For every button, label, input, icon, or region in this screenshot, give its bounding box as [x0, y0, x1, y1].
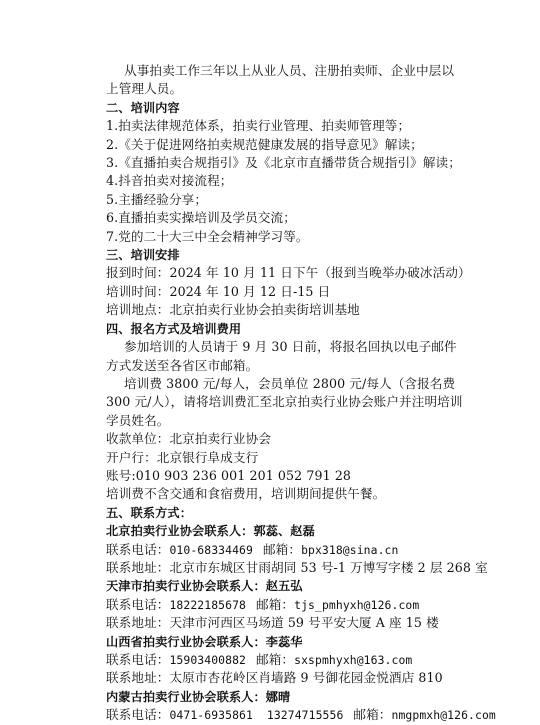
- email-label: 邮箱：: [256, 596, 295, 612]
- section-heading-training-content: 二、培训内容: [106, 100, 180, 115]
- phone-label: 联系电话：: [106, 707, 170, 723]
- email-link[interactable]: tjs_pmhyxh@126.com: [294, 597, 420, 612]
- report-time: 报到时间：2024 年 10 月 11 日下午（报到当晚举办破冰活动）: [106, 265, 471, 281]
- contact-line: [106, 706, 496, 724]
- list-item: 3.《直播拍卖合规指引》及《北京市直播带货合规指引》解读；: [106, 155, 461, 171]
- contact-address: 联系地址：北京市东城区甘雨胡同 53 号-1 万博写字楼 2 层 268 室: [106, 559, 488, 575]
- list-item: 5.主播经验分享；: [106, 191, 208, 207]
- phone-label: 联系电话：: [106, 541, 170, 557]
- payee: 收款单位：北京拍卖行业协会: [106, 431, 272, 447]
- account-number: 账号:010 903 236 001 201 052 791 28: [106, 467, 352, 483]
- phone-label: 联系电话：: [106, 652, 170, 667]
- registration-paragraph: 参加培训的人员请于 9 月 30 日前，将报名回执以电子邮件方式发送至各省区市邮箱。: [106, 339, 457, 373]
- contact-org-shanxi: 山西省拍卖行业协会联系人：李蕊华: [106, 634, 303, 649]
- bank: 开户行：北京银行阜成支行: [106, 449, 259, 465]
- training-location: 培训地点：北京拍卖行业协会拍卖街培训基地: [106, 302, 360, 318]
- contact-org-inner-mongolia: 内蒙古拍卖行业协会联系人：娜晴: [106, 689, 291, 704]
- section-heading-registration: 四、报名方式及培训费用: [106, 321, 242, 336]
- fee-note: 培训费不含交通和食宿费用，培训期间提供午餐。: [106, 486, 386, 502]
- contact-org-beijing: 北京拍卖行业协会联系人：郭蕊、赵磊: [106, 524, 315, 539]
- section-heading-contacts: 五、联系方式：: [106, 505, 193, 520]
- contact-org-tianjin: 天津市拍卖行业协会联系人：赵五弘: [106, 579, 303, 594]
- email-link[interactable]: sxspmhyxh@163.com: [294, 653, 413, 667]
- list-item: 4.抖音拍卖对接流程；: [106, 173, 233, 189]
- list-item: 7.党的二十大三中全会精神学习等。: [106, 228, 309, 244]
- phone-number: 18222185678: [169, 597, 247, 612]
- phone-number: 010-68334469: [169, 542, 253, 557]
- contact-address: 联系地址：太原市杏花岭区肖墙路 9 号御花园金悦酒店 810: [106, 670, 443, 686]
- document-body: [106, 62, 496, 725]
- phone-label: 联系电话：: [106, 596, 170, 612]
- contact-line: [106, 541, 466, 559]
- list-item: 2.《关于促进网络拍卖规范健康发展的指导意见》解读；: [106, 136, 423, 152]
- email-label: 邮箱：: [262, 541, 302, 557]
- phone-number: 0471-6935861 13274715556: [169, 708, 344, 723]
- email-label: 邮箱：: [353, 707, 392, 723]
- fee-paragraph: 培训费 3800 元/每人，会员单位 2800 元/每人（含报名费 300 元/人），请将培训费汇至北京拍卖行业协会账户并注明培训学员姓名。: [106, 375, 463, 428]
- phone-number: 15903400882: [169, 653, 247, 667]
- list-item: 6.直播拍卖实操培训及学员交流；: [106, 210, 296, 226]
- email-link[interactable]: bpx318@sina.cn: [301, 542, 399, 557]
- training-time: 培训时间：2024 年 10 月 12 日-15 日: [106, 283, 331, 299]
- list-item: 1.拍卖法律规范体系，拍卖行业管理、拍卖师管理等；: [106, 118, 411, 134]
- intro-paragraph: 从事拍卖工作三年以上从业人员、注册拍卖师、企业中层以上管理人员。: [106, 63, 455, 97]
- section-heading-schedule: 三、培训安排: [106, 248, 180, 263]
- email-label: 邮箱：: [256, 652, 295, 667]
- contact-address: 联系地址：天津市河西区马场道 59 号平安大厦 A 座 15 楼: [106, 615, 439, 631]
- email-link[interactable]: nmgpmxh@126.com: [391, 708, 496, 723]
- contact-line: [106, 596, 466, 614]
- contact-line: [106, 651, 466, 669]
